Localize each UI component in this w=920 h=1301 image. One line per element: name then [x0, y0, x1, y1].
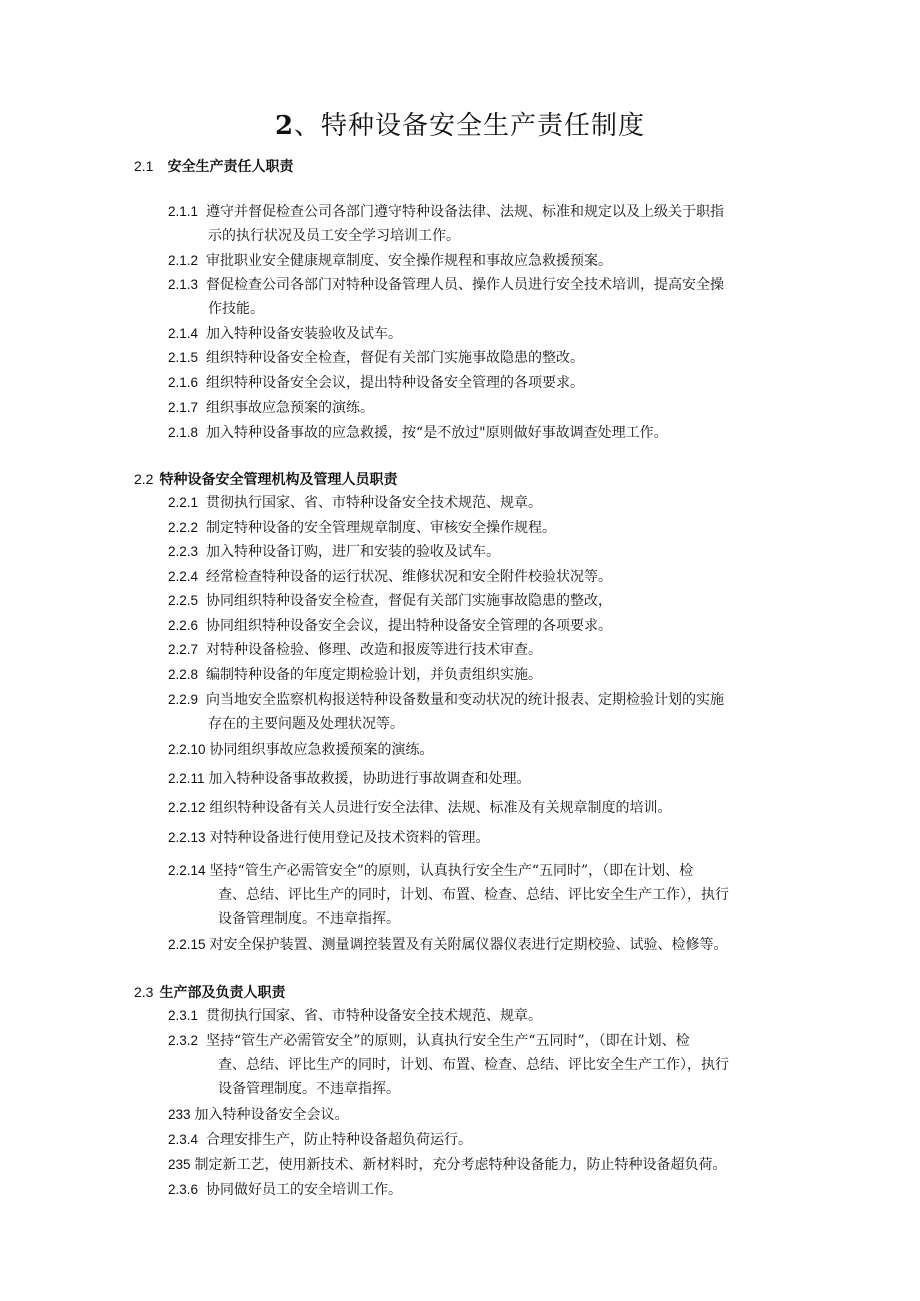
item-number: 2.2.7: [168, 642, 199, 657]
item-text: 坚持“管生产必需管安全”的原则，认真执行安全生产“五同时”，（即在计划、检: [209, 863, 694, 879]
item-number: 2.2.6: [168, 618, 199, 633]
item-text: 协同组织特种设备安全会议，提出特种设备安全管理的各项要求。: [206, 618, 613, 634]
section-number: 2.1: [134, 158, 154, 174]
list-item: [168, 200, 808, 248]
item-text: 组织特种设备安全会议，提出特种设备安全管理的各项要求。: [206, 375, 585, 391]
list-item: [168, 1128, 808, 1152]
item-text: 遵守并督促检查公司各部门遵守特种设备法律、法规、标准和规定以及上级关于职指: [206, 204, 725, 220]
item-number: 2.2.9: [168, 692, 199, 707]
item-number: 2.1.3: [168, 277, 199, 292]
list-item: [168, 1153, 808, 1177]
item-number: 235: [168, 1157, 191, 1172]
item-number: 2.1.8: [168, 425, 199, 440]
item-text: 组织特种设备有关人员进行安全法律、法规、标准及有关规章制度的培训。: [209, 800, 672, 816]
list-item: [168, 491, 808, 515]
item-text: 对特种设备检验、修理、改造和报废等进行技术审查。: [206, 642, 543, 658]
item-text: 坚持“管生产必需管安全”的原则，认真执行安全生产“五同时”，（即在计划、检: [206, 1033, 690, 1049]
item-text: 协同组织特种设备安全检查，督促有关部门实施事故隐患的整改，: [206, 593, 613, 609]
item-number: 2.1.4: [168, 326, 199, 341]
item-text: 制定新工艺，使用新技术、新材料时，充分考虑特种设备能力，防止特种设备超负荷。: [194, 1157, 727, 1173]
list-item: [168, 859, 808, 931]
item-number: 2.3.2: [168, 1033, 199, 1048]
list-item: [168, 249, 808, 273]
list-item: [168, 421, 808, 445]
item-text: 协同组织事故应急救援预案的演练。: [209, 742, 434, 758]
item-number: 2.3.4: [168, 1132, 199, 1147]
item-text-continued: 查、总结、评比生产的同时，计划、布置、检查、总结、评比安全生产工作），执行: [218, 887, 729, 903]
section-heading: [134, 982, 285, 1003]
list-item: [168, 1029, 808, 1101]
list-item: [168, 688, 808, 736]
item-text: 加入特种设备事故的应急救援，按“是不放过"原则做好事故调查处理工作。: [206, 425, 668, 441]
item-number: 2.2.3: [168, 544, 199, 559]
item-text: 督促检查公司各部门对特种设备管理人员、操作人员进行安全技术培训，提高安全操: [206, 277, 725, 293]
list-item: [168, 516, 808, 540]
item-text: 合理安排生产，防止特种设备超负荷运行。: [206, 1132, 473, 1148]
item-text: 贯彻执行国家、省、市特种设备安全技术规范、规章。: [206, 1008, 543, 1024]
item-text: 制定特种设备的安全管理规章制度、审核安全操作规程。: [206, 520, 557, 536]
item-text-continued: 存在的主要问题及处理状况等。: [208, 716, 404, 732]
item-number: 2.1.1: [168, 204, 199, 219]
item-text: 加入特种设备安全会议。: [194, 1107, 349, 1123]
list-item: [168, 322, 808, 346]
item-text: 对特种设备进行使用登记及技术资料的管理。: [209, 830, 490, 846]
item-text: 编制特种设备的年度定期检验计划，并负责组织实施。: [206, 667, 543, 683]
section-number: 2.2: [134, 471, 154, 487]
list-item: [168, 540, 808, 564]
section-number: 2.3: [134, 984, 154, 1000]
list-item: [168, 614, 808, 638]
list-item: [168, 738, 808, 762]
list-item: [168, 371, 808, 395]
item-number: 2.2.5: [168, 593, 199, 608]
item-number: 233: [168, 1107, 191, 1122]
list-item: [168, 767, 808, 791]
item-number: 2.1.6: [168, 375, 199, 390]
item-number: 2.2.12: [168, 800, 206, 815]
list-item: [168, 565, 808, 589]
item-number: 2.3.1: [168, 1008, 199, 1023]
title-number: 2: [274, 111, 295, 141]
section-title: 特种设备安全管理机构及管理人员职责: [159, 472, 398, 488]
list-item: [168, 796, 808, 820]
item-number: 2.2.15: [168, 937, 206, 952]
section-title: 安全生产责任人职责: [167, 159, 294, 175]
list-item: [168, 826, 808, 850]
item-text: 协同做好员工的安全培训工作。: [206, 1182, 403, 1198]
item-text: 审批职业安全健康规章制度、安全操作规程和事故应急救援预案。: [206, 253, 613, 269]
list-item: [168, 1178, 808, 1202]
section-title: 生产部及负责人职责: [159, 985, 286, 1001]
list-item: [168, 589, 808, 613]
section-heading: [134, 469, 397, 490]
list-item: [168, 396, 808, 420]
item-text: 贯彻执行国家、省、市特种设备安全技术规范、规章。: [206, 495, 543, 511]
item-text: 组织事故应急预案的演练。: [206, 400, 375, 416]
item-text: 加入特种设备事故救援，协助进行事故调查和处理。: [208, 771, 531, 787]
section-heading: [134, 156, 293, 177]
item-text: 加入特种设备安装验收及试车。: [206, 326, 403, 342]
item-number: 2.1.7: [168, 400, 199, 415]
item-number: 2.2.4: [168, 569, 199, 584]
item-text-continued: 作技能。: [208, 301, 264, 317]
item-text-continued: 查、总结、评比生产的同时，计划、布置、检查、总结、评比安全生产工作），执行: [218, 1057, 729, 1073]
list-item: [168, 933, 808, 957]
item-number: 2.2.8: [168, 667, 199, 682]
list-item: [168, 663, 808, 687]
item-number: 2.1.5: [168, 350, 199, 365]
item-text: 组织特种设备安全检查，督促有关部门实施事故隐患的整改。: [206, 350, 585, 366]
list-item: [168, 273, 808, 321]
item-number: 2.2.11: [168, 771, 205, 786]
list-item: [168, 638, 808, 662]
item-number: 2.2.1: [168, 495, 199, 510]
item-text-continued: 示的执行状况及员工安全学习培训工作。: [208, 228, 460, 244]
list-item: [168, 1004, 808, 1028]
list-item: [168, 1103, 808, 1127]
item-text: 加入特种设备订购，进厂和安装的验收及试车。: [206, 544, 501, 560]
title-text: 、特种设备安全生产责任制度: [294, 111, 646, 141]
item-number: 2.2.14: [168, 863, 206, 878]
item-text: 对安全保护装置、测量调控装置及有关附属仪器仪表进行定期校验、试验、检修等。: [209, 937, 728, 953]
item-text-continued: 设备管理制度。不违章指挥。: [218, 1081, 400, 1097]
item-number: 2.3.6: [168, 1182, 199, 1197]
item-number: 2.2.13: [168, 830, 206, 845]
item-text: 向当地安全监察机构报送特种设备数量和变动状况的统计报表、定期检验计划的实施: [206, 692, 725, 708]
item-number: 2.2.10: [168, 742, 206, 757]
item-number: 2.1.2: [168, 253, 199, 268]
list-item: [168, 346, 808, 370]
item-text: 经常检查特种设备的运行状况、维修状况和安全附件校验状况等。: [206, 569, 613, 585]
item-text-continued: 设备管理制度。不违章指挥。: [218, 911, 400, 927]
page-title: [0, 108, 920, 144]
item-number: 2.2.2: [168, 520, 199, 535]
